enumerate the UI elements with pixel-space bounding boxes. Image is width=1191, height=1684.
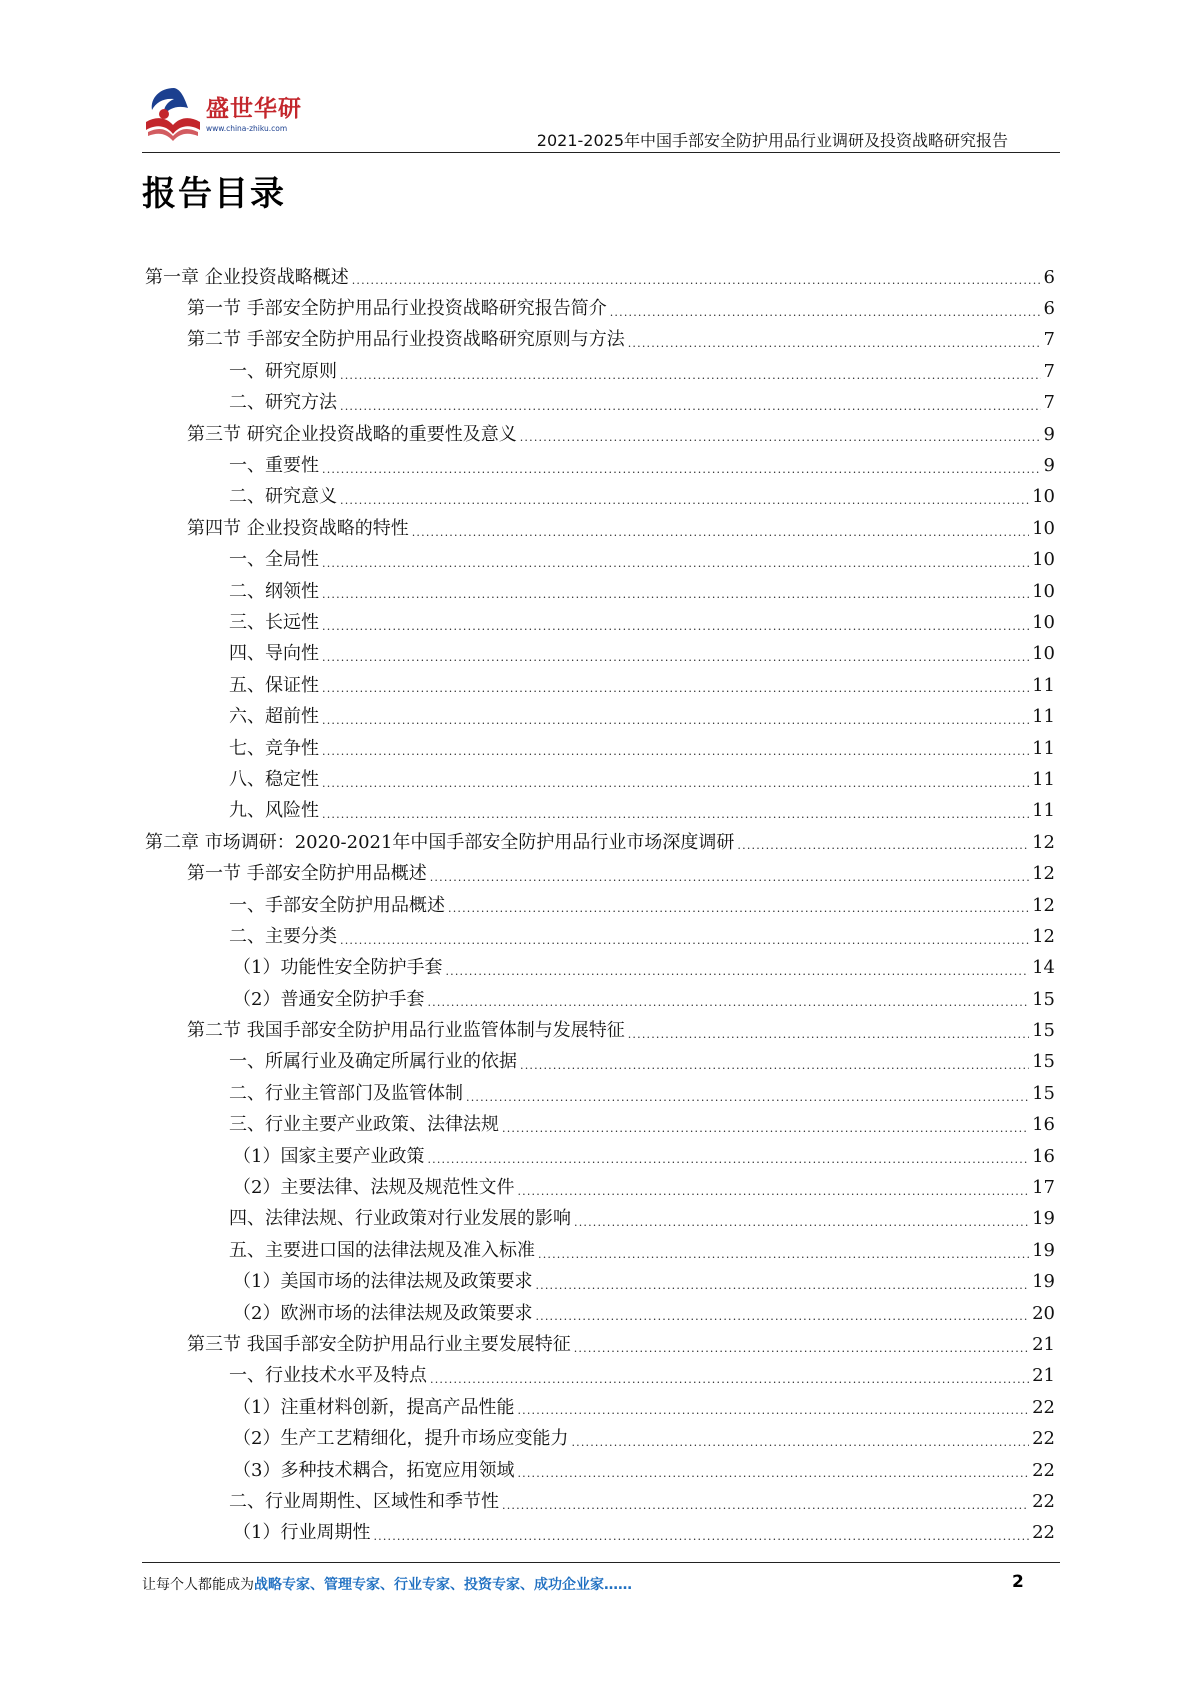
toc-entry-page: 11: [1032, 674, 1055, 696]
toc-entry-title: 第二章 市场调研：2020-2021年中国手部安全防护用品行业市场深度调研: [145, 831, 735, 853]
toc-dot-leader: [352, 275, 1041, 293]
page-heading: 报告目录: [142, 174, 286, 214]
toc-entry-title: 第三节 研究企业投资战略的重要性及意义: [187, 423, 517, 445]
toc-entry-title: （1）注重材料创新，提高产品性能: [233, 1396, 515, 1418]
toc-entry-title: 九、风险性: [229, 800, 319, 822]
toc-entry[interactable]: [145, 1486, 1055, 1517]
toc-entry-title: 一、手部安全防护用品概述: [229, 894, 445, 916]
toc-entry-page: 19: [1032, 1208, 1055, 1230]
toc-entry-title: 一、所属行业及确定所属行业的依据: [229, 1051, 517, 1073]
toc-entry[interactable]: [145, 733, 1055, 764]
toc-entry-page: 14: [1032, 957, 1055, 979]
toc-entry[interactable]: [145, 1329, 1055, 1360]
toc-entry-title: 三、行业主要产业政策、法律法规: [229, 1114, 499, 1136]
toc-entry[interactable]: [145, 1015, 1055, 1046]
logo-emblem-icon: [142, 84, 204, 146]
toc-dot-leader: [373, 1531, 1029, 1549]
toc-entry[interactable]: [145, 639, 1055, 670]
toc-entry-page: 9: [1043, 455, 1055, 477]
toc-entry[interactable]: [145, 670, 1055, 701]
toc-entry[interactable]: [145, 262, 1055, 293]
toc-dot-leader: [427, 997, 1029, 1015]
toc-entry[interactable]: [145, 701, 1055, 732]
toc-entry-page: 12: [1032, 894, 1055, 916]
toc-entry-title: （1）行业周期性: [233, 1522, 371, 1544]
toc-entry-page: 12: [1032, 831, 1055, 853]
toc-entry-title: 第一节 手部安全防护用品行业投资战略研究报告简介: [187, 298, 607, 320]
toc-dot-leader: [322, 746, 1029, 764]
toc-entry-title: 五、保证性: [229, 674, 319, 696]
toc-entry-page: 19: [1032, 1239, 1055, 1261]
toc-entry-title: 四、导向性: [229, 643, 319, 665]
toc-entry-page: 17: [1032, 1177, 1055, 1199]
toc-entry[interactable]: [145, 921, 1055, 952]
toc-entry-title: 二、纲领性: [229, 580, 319, 602]
footer-divider: [142, 1562, 1060, 1563]
toc-dot-leader: [322, 589, 1029, 607]
toc-entry-title: 七、竞争性: [229, 737, 319, 759]
toc-entry-page: 12: [1032, 925, 1055, 947]
toc-dot-leader: [574, 1217, 1029, 1235]
toc-entry[interactable]: [145, 764, 1055, 795]
toc-entry-page: 22: [1032, 1490, 1055, 1512]
toc-entry[interactable]: [145, 450, 1055, 481]
toc-entry-title: （2）生产工艺精细化，提升市场应变能力: [233, 1428, 569, 1450]
toc-entry-page: 7: [1043, 329, 1055, 351]
toc-entry-page: 11: [1032, 800, 1055, 822]
toc-entry-title: （2）主要法律、法规及规范性文件: [233, 1177, 515, 1199]
toc-entry-page: 15: [1032, 988, 1055, 1010]
toc-entry[interactable]: [145, 890, 1055, 921]
toc-entry-page: 22: [1032, 1396, 1055, 1418]
toc-entry-page: 7: [1043, 392, 1055, 414]
toc-entry-page: 6: [1043, 298, 1055, 320]
toc-entry[interactable]: [145, 1204, 1055, 1235]
toc-dot-leader: [502, 1123, 1029, 1141]
toc-entry[interactable]: [145, 953, 1055, 984]
toc-dot-leader: [535, 1311, 1029, 1329]
toc-dot-leader: [430, 872, 1029, 890]
toc-entry[interactable]: [145, 1392, 1055, 1423]
toc-entry-page: 10: [1032, 643, 1055, 665]
toc-entry[interactable]: [145, 1361, 1055, 1392]
toc-dot-leader: [322, 683, 1029, 701]
toc-dot-leader: [520, 1060, 1029, 1078]
toc-dot-leader: [430, 1374, 1029, 1392]
toc-entry-page: 10: [1032, 549, 1055, 571]
toc-dot-leader: [610, 307, 1041, 325]
toc-entry-page: 10: [1032, 486, 1055, 508]
toc-dot-leader: [340, 935, 1029, 953]
toc-dot-leader: [322, 621, 1029, 639]
toc-entry-page: 15: [1032, 1020, 1055, 1042]
toc-entry-title: 第二节 手部安全防护用品行业投资战略研究原则与方法: [187, 329, 625, 351]
toc-dot-leader: [517, 1405, 1029, 1423]
table-of-contents: [145, 262, 1055, 1549]
toc-entry-page: 10: [1032, 611, 1055, 633]
toc-entry-page: 9: [1043, 423, 1055, 445]
toc-entry-title: 二、研究方法: [229, 392, 337, 414]
toc-entry-title: （1）功能性安全防护手套: [233, 957, 443, 979]
toc-entry-title: 二、行业周期性、区域性和季节性: [229, 1490, 499, 1512]
toc-entry-page: 11: [1032, 737, 1055, 759]
toc-dot-leader: [322, 778, 1029, 796]
toc-entry-title: 一、重要性: [229, 455, 319, 477]
toc-dot-leader: [466, 1092, 1029, 1110]
toc-entry-page: 21: [1032, 1365, 1055, 1387]
toc-dot-leader: [571, 1437, 1029, 1455]
toc-entry[interactable]: [145, 1235, 1055, 1266]
slogan-highlight: 战略专家、管理专家、行业专家、投资专家、成功企业家……: [254, 1577, 632, 1593]
toc-entry-title: 二、研究意义: [229, 486, 337, 508]
toc-dot-leader: [538, 1249, 1029, 1267]
toc-entry-page: 6: [1043, 266, 1055, 288]
toc-entry-title: 八、稳定性: [229, 768, 319, 790]
toc-entry-page: 15: [1032, 1051, 1055, 1073]
toc-entry-page: 21: [1032, 1333, 1055, 1355]
toc-dot-leader: [445, 966, 1029, 984]
toc-dot-leader: [322, 652, 1029, 670]
page-number: 2: [1012, 1572, 1024, 1592]
toc-entry[interactable]: [145, 1298, 1055, 1329]
toc-entry-page: 15: [1032, 1082, 1055, 1104]
toc-entry-title: 一、行业技术水平及特点: [229, 1365, 427, 1387]
toc-entry-title: 第四节 企业投资战略的特性: [187, 517, 409, 539]
toc-entry[interactable]: [145, 1423, 1055, 1454]
toc-entry-title: 第一节 手部安全防护用品概述: [187, 863, 427, 885]
toc-dot-leader: [340, 370, 1041, 388]
toc-entry[interactable]: [145, 607, 1055, 638]
toc-entry[interactable]: [145, 325, 1055, 356]
toc-entry-page: 7: [1043, 360, 1055, 382]
toc-entry[interactable]: [145, 858, 1055, 889]
toc-entry[interactable]: [145, 293, 1055, 324]
toc-entry-page: 10: [1032, 580, 1055, 602]
logo-url: www.china-zhiku.com: [206, 124, 288, 133]
toc-entry-title: 三、长远性: [229, 611, 319, 633]
toc-dot-leader: [340, 401, 1041, 419]
toc-dot-leader: [427, 1154, 1029, 1172]
header-divider: [142, 152, 1060, 153]
toc-dot-leader: [517, 1186, 1029, 1204]
toc-dot-leader: [520, 432, 1041, 450]
report-title: 2021-2025年中国手部安全防护用品行业调研及投资战略研究报告: [536, 131, 1008, 150]
toc-dot-leader: [412, 527, 1029, 545]
toc-entry-page: 20: [1032, 1302, 1055, 1324]
toc-entry-page: 11: [1032, 706, 1055, 728]
toc-entry-title: 六、超前性: [229, 706, 319, 728]
toc-entry-page: 22: [1032, 1428, 1055, 1450]
toc-entry[interactable]: [145, 482, 1055, 513]
toc-entry[interactable]: [145, 513, 1055, 544]
toc-entry[interactable]: [145, 388, 1055, 419]
toc-dot-leader: [340, 495, 1029, 513]
toc-entry-title: （2）普通安全防护手套: [233, 988, 425, 1010]
toc-entry[interactable]: [145, 984, 1055, 1015]
toc-entry[interactable]: [145, 1267, 1055, 1298]
toc-entry-title: （1）国家主要产业政策: [233, 1145, 425, 1167]
toc-entry[interactable]: [145, 827, 1055, 858]
toc-entry[interactable]: [145, 796, 1055, 827]
toc-entry-title: （1）美国市场的法律法规及政策要求: [233, 1271, 533, 1293]
toc-entry-page: 11: [1032, 768, 1055, 790]
toc-entry[interactable]: [145, 1110, 1055, 1141]
toc-entry-title: （2）欧洲市场的法律法规及政策要求: [233, 1302, 533, 1324]
toc-entry-title: 五、主要进口国的法律法规及准入标准: [229, 1239, 535, 1261]
toc-entry-title: 一、研究原则: [229, 360, 337, 382]
toc-entry[interactable]: [145, 1078, 1055, 1109]
toc-entry-title: 二、主要分类: [229, 925, 337, 947]
toc-entry[interactable]: [145, 1047, 1055, 1078]
toc-dot-leader: [628, 338, 1041, 356]
toc-dot-leader: [322, 715, 1029, 733]
toc-entry[interactable]: [145, 1172, 1055, 1203]
slogan-prefix: 让每个人都能成为: [142, 1577, 254, 1593]
toc-entry[interactable]: [145, 545, 1055, 576]
toc-entry-page: 22: [1032, 1522, 1055, 1544]
toc-dot-leader: [517, 1468, 1029, 1486]
toc-entry[interactable]: [145, 1455, 1055, 1486]
toc-entry-title: 第三节 我国手部安全防护用品行业主要发展特征: [187, 1333, 571, 1355]
company-logo: [142, 84, 312, 146]
toc-entry-page: 16: [1032, 1145, 1055, 1167]
toc-entry-title: 四、法律法规、行业政策对行业发展的影响: [229, 1208, 571, 1230]
toc-entry-page: 22: [1032, 1459, 1055, 1481]
toc-dot-leader: [448, 903, 1029, 921]
toc-dot-leader: [322, 464, 1041, 482]
toc-dot-leader: [574, 1343, 1029, 1361]
toc-dot-leader: [322, 809, 1029, 827]
toc-dot-leader: [628, 1029, 1029, 1047]
toc-entry[interactable]: [145, 356, 1055, 387]
toc-entry-page: 10: [1032, 517, 1055, 539]
toc-entry-page: 16: [1032, 1114, 1055, 1136]
toc-entry-title: （3）多种技术耦合，拓宽应用领域: [233, 1459, 515, 1481]
toc-dot-leader: [535, 1280, 1029, 1298]
toc-dot-leader: [502, 1500, 1029, 1518]
toc-dot-leader: [737, 840, 1029, 858]
toc-entry-title: 一、全局性: [229, 549, 319, 571]
toc-entry[interactable]: [145, 1518, 1055, 1549]
toc-entry[interactable]: [145, 576, 1055, 607]
toc-entry-title: 第一章 企业投资战略概述: [145, 266, 349, 288]
toc-entry-title: 第二节 我国手部安全防护用品行业监管体制与发展特征: [187, 1020, 625, 1042]
toc-entry-title: 二、行业主管部门及监管体制: [229, 1082, 463, 1104]
toc-entry[interactable]: [145, 419, 1055, 450]
toc-entry-page: 19: [1032, 1271, 1055, 1293]
toc-entry-page: 12: [1032, 863, 1055, 885]
footer-slogan: [142, 1574, 632, 1594]
logo-name: 盛世华研: [206, 96, 302, 122]
toc-dot-leader: [322, 558, 1029, 576]
toc-entry[interactable]: [145, 1141, 1055, 1172]
